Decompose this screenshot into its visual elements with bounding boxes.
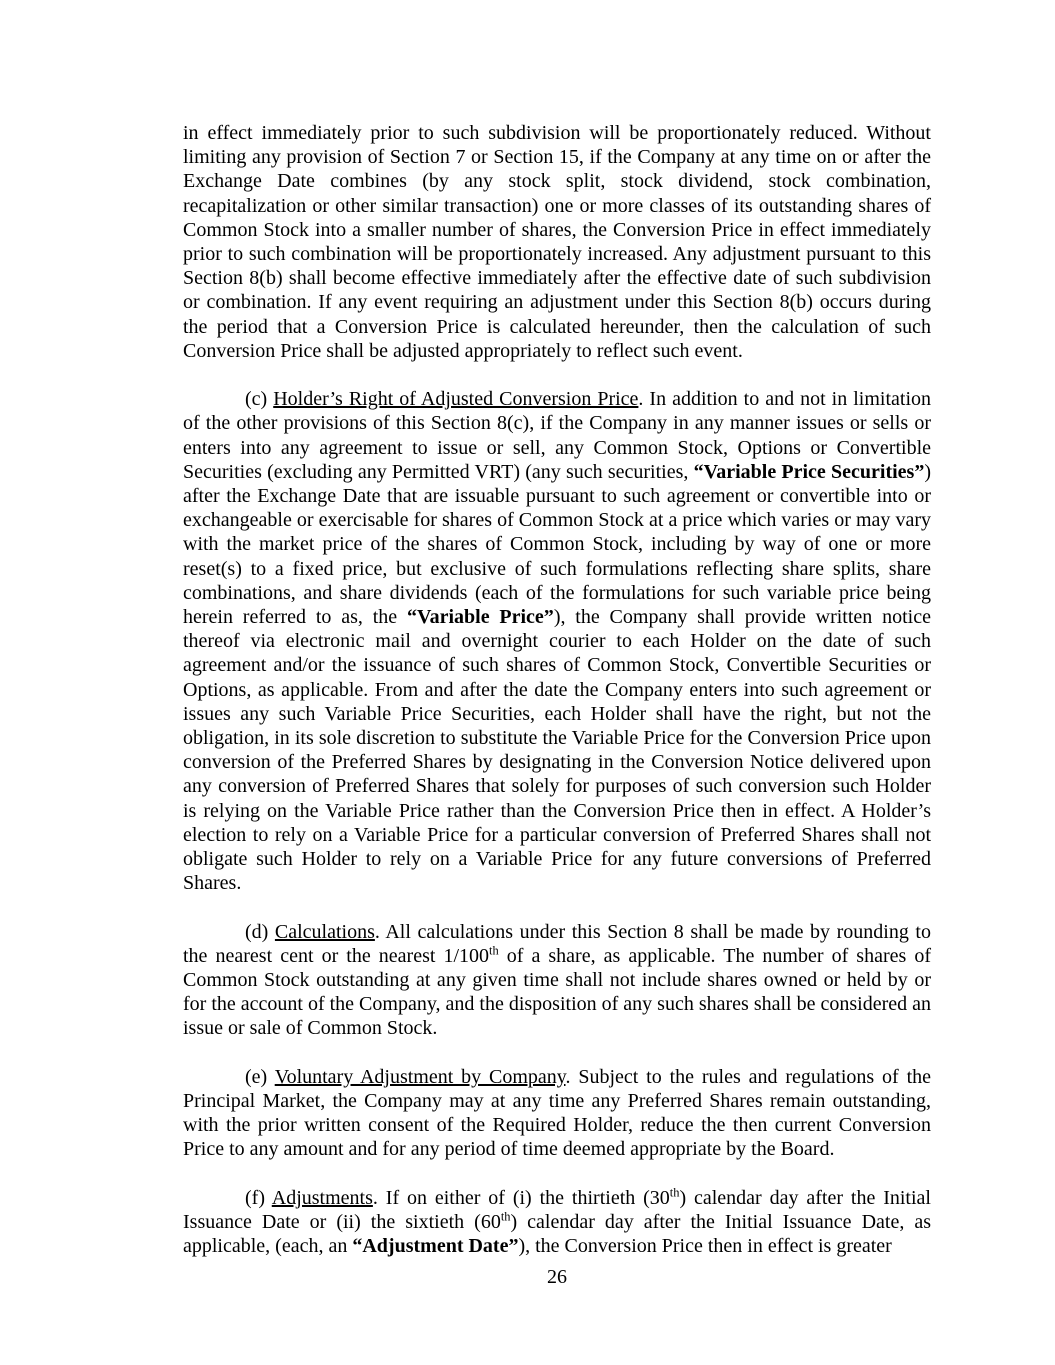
- text-segment: Voluntary Adjustment by Company: [274, 1065, 566, 1088]
- text-segment: ), the Company shall provide written notice thereof via electronic mail and overnight courier to each Holder on the date of such agreement and/or the issuance of such shares of Common Stock, Convertible Securities or Options, as applicable. From and after the date the Company enters into such agreement or issues any such Variable Price Securities, each Holder shall have the right, but not the obligation, in its sole discretion to substitute the Variable Price for the Conversion Price upon conversion of the Preferred Shares by designating in the Conversion Notice delivered upon any conversion of Preferred Shares that solely for purposes of such conversion such Holder is relying on the Variable Price rather than the Conversion Price then in effect. A Holder’s election to rely on a Variable Price for a particular conversion of Preferred Shares shall not obligate such Holder to rely on a Variable Price for any future conversions of Preferred Shares.: [183, 606, 931, 895]
- paragraph: [183, 1065, 931, 1162]
- text-segment: . All calculations under this Section 8 shall be made by rounding to the nearest cent or the nearest 1/100: [183, 920, 931, 967]
- text-segment: (f): [245, 1186, 272, 1209]
- text-segment: . If on either of (i) the thirtieth (30: [372, 1186, 670, 1209]
- text-segment: ), the Conversion Price then in effect is greater: [518, 1235, 892, 1258]
- text-segment: ) calendar day after the Initial Issuance Date or (ii) the sixtieth (60: [183, 1186, 931, 1234]
- text-segment: Calculations: [274, 920, 375, 943]
- text-segment: ) calendar day after the Initial Issuance Date, as applicable, (each, an: [183, 1211, 931, 1258]
- text-segment: th: [489, 943, 499, 958]
- text-segment: (d): [245, 920, 275, 943]
- text-segment: th: [669, 1185, 680, 1200]
- text-segment: . Subject to the rules and regulations of the Principal Market, the Company may at any time any Preferred Shares remain outstanding, with the prior written consent of the Required Holder, reduce the then current Conversion Price to any amount and for any period of time deemed appropriate by the Board.: [183, 1065, 932, 1161]
- text-segment: Holder’s Right of Adjusted Conversion Price: [273, 388, 639, 411]
- text-segment: ) after the Exchange Date that are issuable pursuant to such agreement or convertible into or exchangeable or exercisable for shares of Common Stock at a price which varies or may vary with the market price of the shares of Common Stock, including by way of one or more reset(s) to a fixed price, but exclusive of such formulations reflecting share splits, share combinations, and share dividends (each of the formulations for such variable price being herein referred to as, the: [183, 460, 932, 629]
- text-segment: (e): [245, 1065, 275, 1088]
- document-body: [183, 121, 931, 1290]
- text-segment: “Variable Price”: [406, 606, 554, 629]
- text-segment: (c): [245, 388, 274, 411]
- paragraph: [183, 387, 931, 895]
- text-segment: . In addition to and not in limitation of the other provisions of this Section 8(c), if the Company in any manner issues or sells or enters into any agreement to issue or sell, any Common Stock, Options or Convertible Securities (excluding any Permitted VRT) (any such securities,: [183, 388, 932, 483]
- text-segment: in effect immediately prior to such subdivision will be proportionately reduced. Without limiting any provision of Section 7 or Section 15, if the Company at any time on or after the Exchange Date combines (by any stock split, stock dividend, stock combination, recapitalization or other similar transaction) one or more classes of its outstanding shares of Common Stock into a smaller number of shares, the Conversion Price in effect immediately prior to such combination will be proportionately increased. Any adjustment pursuant to this Section 8(b) shall become effective immediately after the effective date of such subdivision or combination. If any event requiring an adjustment under this Section 8(b) occurs during the period that a Conversion Price is calculated hereunder, then the calculation of such Conversion Price shall be adjusted appropriately to reflect such event.: [183, 122, 931, 362]
- text-segment: “Adjustment Date”: [352, 1235, 519, 1258]
- text-segment: Adjustments: [271, 1186, 373, 1209]
- paragraph: [183, 1186, 931, 1259]
- text-segment: th: [500, 1209, 511, 1224]
- text-segment: “Variable Price Securities”: [693, 460, 925, 483]
- paragraph: [183, 121, 931, 363]
- paragraph: [183, 920, 931, 1041]
- page-number: 26: [547, 1266, 567, 1289]
- text-segment: of a share, as applicable. The number of shares of Common Stock outstanding at any given time shall not include shares owned or held by or for the account of the Company, and the disposition of any such shares shall be considered an issue or sale of Common Stock.: [183, 944, 931, 1040]
